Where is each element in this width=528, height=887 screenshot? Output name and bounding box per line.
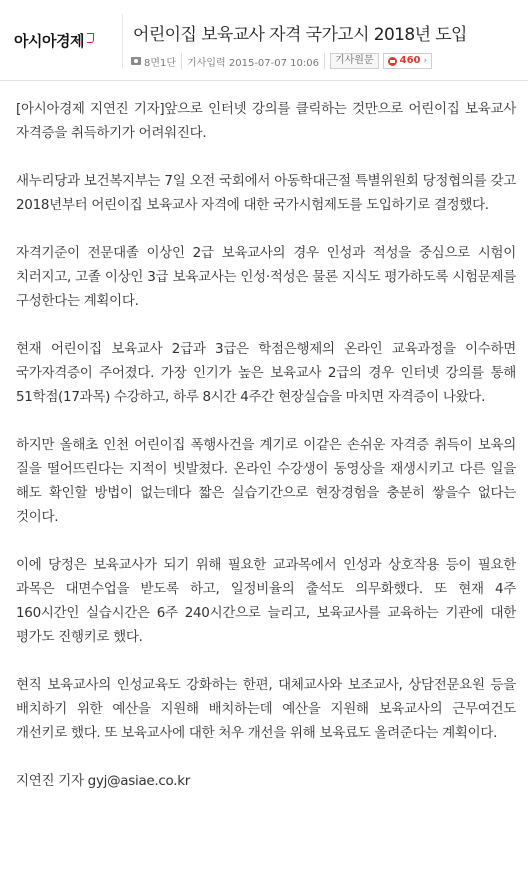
original-article-button[interactable]: 기사원문	[330, 53, 379, 69]
article-paragraph: 현직 보육교사의 인성교육도 강화하는 한편, 대체교사와 보조교사, 상담전문요원 등을 배치하기 위한 예산을 지원해 배치하는데 예산을 지원해 보육교사의 근무여건도 개선키로 했다. 또 보육교사에 대한 처우 개선을 위해 보육료도 올려준다는 계획이다.	[16, 677, 516, 741]
article-header	[0, 0, 528, 81]
publish-date	[181, 53, 324, 69]
article-paragraph: 자격기준이 전문대졸 이상인 2급 보육교사의 경우 인성과 적성을 중심으로 시험이 치러지고, 고졸 이상인 3급 보육교사는 인성·적성은 물론 지식도 평가하도록 시험문제를 구성한다는 계획이다.	[16, 245, 516, 309]
header-divider	[122, 14, 123, 68]
byline: 지연진 기자 gyj@asiae.co.kr	[16, 773, 191, 789]
comment-count-button[interactable]	[383, 53, 432, 69]
comment-count: 460	[399, 55, 421, 66]
article-paragraph: 새누리당과 보건복지부는 7일 오전 국회에서 아동학대근절 특별위원회 당정협의를 갖고 2018년부터 어린이집 보육교사 자격에 대한 국가시험제도를 도입하기로 결정했다.	[16, 173, 516, 213]
logo-text: 아시아경제	[14, 32, 84, 50]
article-paragraph: 하지만 올해초 인천 어린이집 폭행사건을 계기로 이같은 손쉬운 자격증 취득이 보육의 질을 떨어뜨린다는 지적이 빗발쳤다. 온라인 수강생이 동영상을 재생시키고 다른 일을 해도 확인할 방법이 없는데다 짧은 실습기간으로 현장경험을 충분히 쌓을수 없다는 것이다.	[16, 437, 516, 525]
publisher-logo[interactable]	[14, 30, 94, 51]
comment-icon	[388, 57, 397, 66]
article-body	[16, 97, 516, 793]
logo-mark-icon	[87, 33, 94, 43]
article-title: 어린이집 보육교사 자격 국가고시 2018년 도입	[133, 25, 467, 45]
meta-actions	[324, 53, 437, 69]
page-number: 8면1단	[144, 57, 177, 69]
chevron-right-icon: ›	[423, 56, 428, 66]
page-info	[131, 53, 181, 69]
article-meta	[131, 52, 437, 70]
article-paragraph: 이에 당정은 보육교사가 되기 위해 필요한 교과목에서 인성과 상호작용 등이 필요한 과목은 대면수업을 받도록 하고, 일정비율의 출석도 의무화했다. 또 현재 4주 160시간인 실습시간은 6주 240시간으로 늘리고, 보육교사를 교육하는 기관에 대한 평가도 진행키로 했다.	[16, 557, 516, 645]
article-paragraph: 현재 어린이집 보육교사 2급과 3급은 학점은행제의 온라인 교육과정을 이수하면 국가자격증이 주어졌다. 가장 인기가 높은 보육교사 2급의 경우 인터넷 강의를 통해 51학점(17과목) 수강하고, 하루 8시간 4주간 현장실습을 마치면 자격증이 나왔다.	[16, 341, 516, 405]
camera-icon	[131, 57, 141, 65]
publish-date-text: 기사입력 2015-07-07 10:06	[187, 57, 319, 69]
article-paragraph: [아시아경제 지연진 기자]앞으로 인터넷 강의를 클릭하는 것만으로 어린이집 보육교사 자격증을 취득하기가 어려워진다.	[16, 101, 516, 141]
